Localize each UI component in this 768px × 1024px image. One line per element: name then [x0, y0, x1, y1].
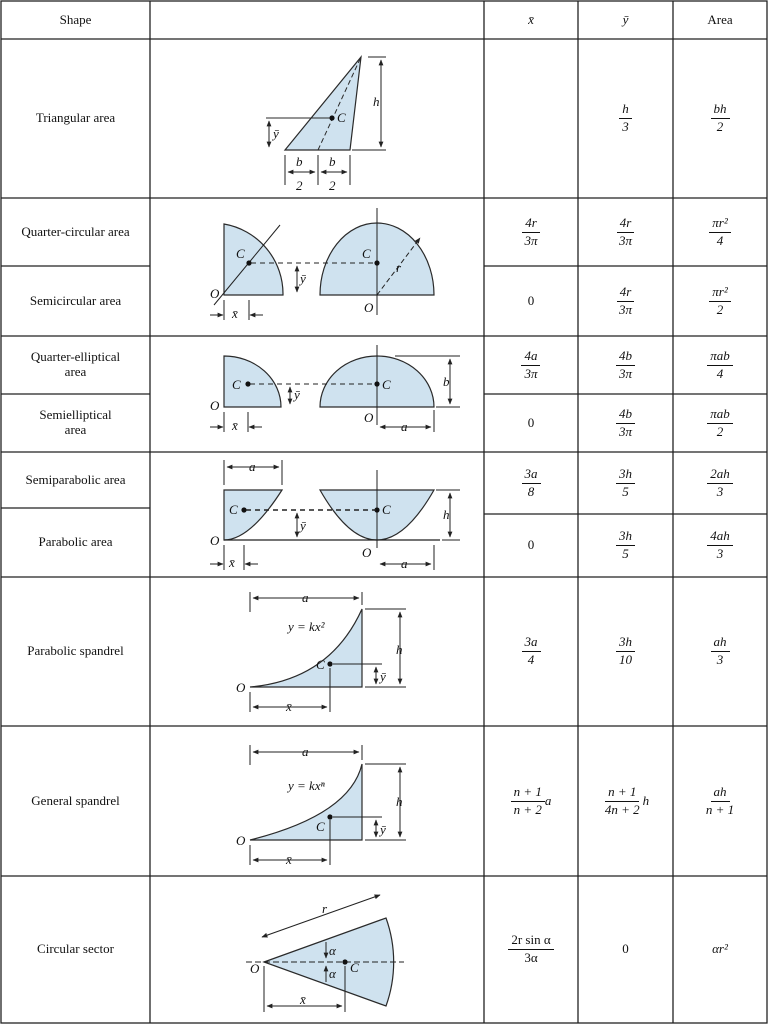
parabolic-spandrel-xbar-num: 3a: [522, 635, 541, 652]
label-ps-a: a: [302, 590, 309, 605]
label-cs-C: C: [350, 960, 359, 975]
circular-sector-xbar-num: 2r sin α: [508, 933, 553, 950]
label-tri-b1-den: 2: [296, 178, 303, 193]
semielliptical-area-num: πab: [707, 407, 733, 424]
semicircular-area-num: πr²: [709, 285, 730, 302]
quarter-circular-xbar-num: 4r: [522, 216, 540, 233]
label-cs-alpha2: α: [329, 966, 336, 981]
parabolic-spandrel-ybar-den: 10: [619, 652, 632, 667]
header-xbar: x̄: [528, 11, 534, 27]
shape-name-semiparabolic: Semiparabolic area: [25, 471, 126, 487]
label-tri-ybar: ȳ: [273, 126, 279, 141]
semiparabolic-ybar-num: 3h: [616, 467, 635, 484]
general-spandrel-xbar-den: n + 2: [513, 801, 542, 817]
parabolic-spandrel-area-num: ah: [711, 635, 730, 652]
label-se-b: b: [443, 374, 450, 389]
quarter-circular-xbar-den: 3π: [524, 232, 538, 248]
header-shape: Shape: [59, 11, 92, 27]
label-cs-alpha1: α: [329, 943, 336, 958]
label-qe-xbar: x̄: [232, 418, 238, 433]
quarter-elliptical-xbar-den: 3π: [524, 365, 538, 381]
circular-sector-xbar-den: 3α: [524, 950, 538, 965]
label-sc-C: C: [362, 246, 371, 261]
quarter-circular-area-num: πr²: [709, 216, 730, 233]
label-ps-O: O: [236, 680, 246, 695]
label-ps-ybar: ȳ: [380, 669, 386, 684]
semiparabolic-area-num: 2ah: [707, 467, 733, 484]
shape-name-general-spandrel: General spandrel: [31, 792, 120, 808]
label-sp-C: C: [229, 502, 238, 517]
triangular-area-num: bh: [711, 102, 730, 119]
label-cs-r: r: [322, 901, 328, 916]
general-spandrel-ybar-num: n + 1: [605, 785, 639, 802]
semielliptical-xbar: 0: [527, 414, 535, 430]
label-p-h: h: [443, 507, 450, 522]
header-area: Area: [707, 11, 733, 27]
quarter-circular-area-den: 4: [716, 232, 724, 248]
label-qe-C: C: [232, 377, 241, 392]
label-gs-C: C: [316, 819, 325, 834]
parabolic-spandrel-figure: [250, 592, 406, 712]
label-ps-h: h: [396, 642, 403, 657]
quarter-elliptical-ybar-den: 3π: [618, 365, 632, 381]
circular-sector-area: αr²: [712, 941, 728, 957]
shape-name-quarter-circular: Quarter-circular area: [21, 223, 130, 239]
semielliptical-area-den: 2: [716, 423, 724, 439]
label-gs-a: a: [302, 744, 309, 759]
label-qc-C: C: [236, 246, 245, 261]
header-ybar: ȳ: [622, 11, 629, 27]
label-p-C: C: [382, 502, 391, 517]
semiellipse-figure: [250, 345, 460, 432]
parabolic-xbar: 0: [527, 537, 535, 553]
shape-name-parabolic-spandrel: Parabolic spandrel: [27, 643, 124, 659]
parabolic-area-den: 3: [716, 546, 724, 561]
label-p-ybar: ȳ: [300, 518, 306, 533]
label-gs-h: h: [396, 794, 403, 809]
shape-name-circular-sector: Circular sector: [37, 941, 114, 957]
parabolic-area-num: 4ah: [707, 529, 733, 546]
quarter-elliptical-area-num: πab: [707, 349, 733, 366]
general-spandrel-ybar-suffix: h: [642, 792, 650, 808]
label-qc-xbar: x̄: [232, 306, 238, 321]
circular-sector-ybar: 0: [622, 941, 629, 957]
semielliptical-ybar-den: 3π: [618, 423, 632, 439]
label-tri-h: h: [373, 94, 380, 109]
triangular-area-den: 2: [716, 119, 724, 134]
semiparabola-figure: [210, 460, 282, 570]
semicircular-xbar: 0: [527, 292, 535, 308]
label-gs-eq: y = kxⁿ: [288, 778, 325, 793]
general-spandrel-ybar-den: 4n + 2: [604, 801, 640, 817]
label-tri-C: C: [337, 110, 346, 125]
semicircular-ybar-den: 3π: [618, 301, 632, 317]
general-spandrel-xbar-num: n + 1: [511, 785, 545, 802]
triangle-figure: [266, 57, 386, 185]
quarter-elliptical-xbar-num: 4a: [521, 349, 540, 366]
triangular-ybar-num: h: [619, 102, 632, 119]
label-p-a: a: [401, 556, 408, 571]
label-se-C: C: [382, 377, 391, 392]
label-p-O: O: [362, 545, 372, 560]
shape-name-semielliptical: Semielliptical area: [39, 407, 112, 437]
quarter-circular-ybar-num: 4r: [617, 216, 635, 233]
parabolic-ybar-den: 5: [622, 546, 629, 561]
label-gs-O: O: [236, 833, 246, 848]
parabolic-ybar-num: 3h: [616, 529, 635, 546]
general-spandrel-area-num: ah: [711, 785, 730, 802]
general-spandrel-area-den: n + 1: [705, 801, 735, 817]
label-tri-b2-den: 2: [329, 178, 336, 193]
semicircular-area-den: 2: [716, 301, 724, 317]
quarter-circle-figure: [210, 224, 283, 320]
label-ps-C: C: [316, 657, 325, 672]
label-sc-ybar: ȳ: [300, 271, 306, 286]
label-ps-xbar: x̄: [286, 699, 292, 714]
label-sc-r: r: [396, 260, 402, 275]
triangular-ybar-den: 3: [622, 119, 629, 134]
quarter-ellipse-figure: [210, 356, 281, 432]
shape-name-semicircular: Semicircular area: [29, 292, 122, 308]
label-cs-O: O: [250, 961, 260, 976]
semiparabolic-ybar-den: 5: [622, 483, 629, 499]
label-gs-ybar: ȳ: [380, 822, 386, 837]
general-spandrel-xbar-suffix: a: [544, 792, 552, 808]
semicircle-figure: [251, 208, 434, 315]
shape-name-quarter-elliptical: Quarter-elliptical area: [30, 349, 121, 379]
semicircular-ybar-num: 4r: [617, 285, 635, 302]
label-cs-xbar: x̄: [300, 992, 306, 1007]
label-se-ybar: ȳ: [294, 387, 300, 402]
label-tri-b1: b: [296, 154, 303, 169]
quarter-elliptical-ybar-num: 4b: [616, 349, 635, 366]
parabolic-spandrel-ybar-num: 3h: [616, 635, 635, 652]
label-se-O: O: [364, 410, 374, 425]
label-gs-xbar: x̄: [286, 852, 292, 867]
semiparabolic-xbar-num: 3a: [522, 467, 541, 484]
label-qe-O: O: [210, 398, 220, 413]
quarter-circular-ybar-den: 3π: [618, 232, 632, 248]
label-qc-O: O: [210, 286, 220, 301]
parabolic-spandrel-xbar-den: 4: [527, 652, 535, 667]
label-se-a: a: [401, 419, 408, 434]
label-sp-O: O: [210, 533, 220, 548]
label-tri-b2: b: [329, 154, 336, 169]
label-sc-O: O: [364, 300, 374, 315]
semiparabolic-xbar-den: 8: [527, 483, 535, 499]
shape-name-triangular: Triangular area: [35, 110, 116, 126]
semielliptical-ybar-num: 4b: [616, 407, 635, 424]
quarter-elliptical-area-den: 4: [716, 365, 724, 381]
shape-name-parabolic: Parabolic area: [38, 534, 113, 550]
label-sp-a: a: [249, 459, 256, 474]
general-spandrel-figure: [250, 745, 406, 865]
semiparabolic-area-den: 3: [716, 483, 724, 499]
parabolic-spandrel-area-den: 3: [716, 652, 724, 667]
label-sp-xbar: x̄: [229, 555, 235, 570]
label-ps-eq: y = kx²: [288, 619, 325, 634]
